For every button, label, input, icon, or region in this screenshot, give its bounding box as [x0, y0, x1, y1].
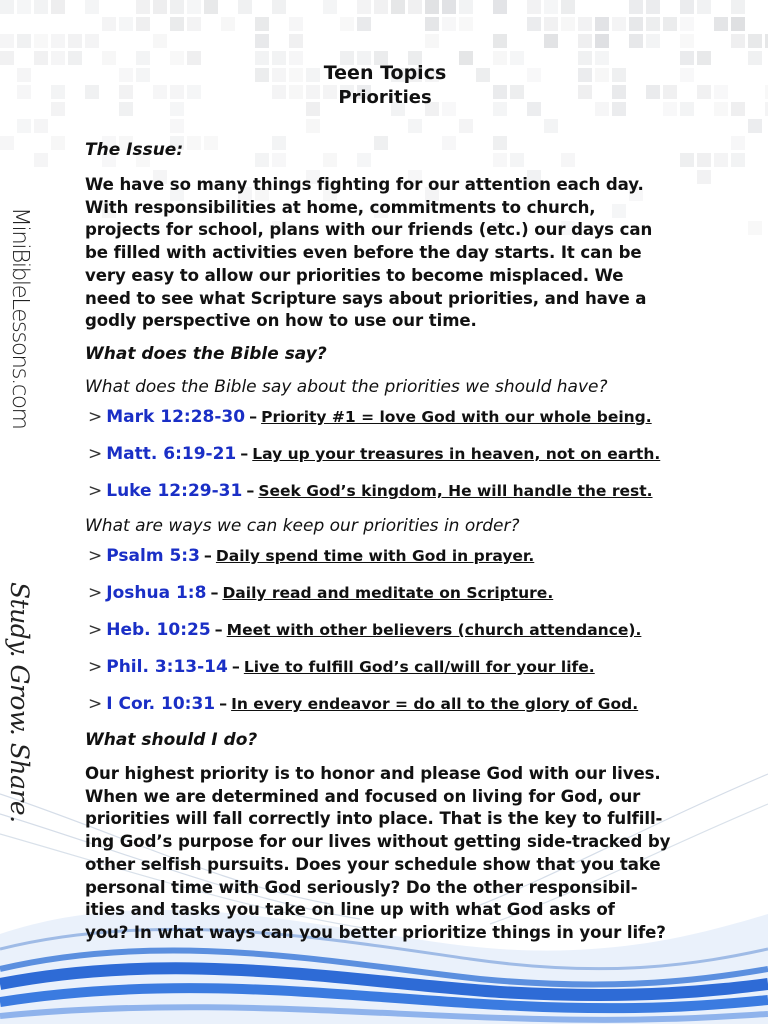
reference-point: Priority #1 = love God with our whole being.: [261, 408, 652, 426]
dash-separator: –: [214, 620, 223, 639]
scripture-reference: I Cor. 10:31: [106, 694, 216, 714]
issue-heading: The Issue:: [85, 140, 184, 160]
side-brand-logo: [7, 207, 60, 452]
chevron-right-icon: >: [88, 407, 103, 427]
reference-point: Live to fulfill God’s call/will for your life.: [243, 658, 595, 676]
paragraph-line: priorities will fall correctly into place. That is the key to fulfill-: [85, 809, 663, 829]
dash-separator: –: [210, 583, 219, 602]
tagline-text: Study. Grow. Share.: [5, 582, 34, 823]
chevron-right-icon: >: [88, 694, 103, 714]
scripture-reference: Phil. 3:13-14: [106, 657, 228, 677]
lesson-header: [65, 60, 705, 110]
bible-heading: What does the Bible say?: [85, 344, 327, 364]
paragraph-line: ing God’s purpose for our lives without getting side-tracked by: [85, 832, 671, 852]
reference-point: Daily read and meditate on Scripture.: [222, 584, 554, 602]
reference-item: [88, 444, 660, 464]
side-tagline: [5, 582, 60, 823]
brand-text: MiniBibleLessons.com: [7, 207, 33, 429]
scripture-reference: Heb. 10:25: [106, 620, 211, 640]
scripture-reference: Matt. 6:19-21: [106, 444, 237, 464]
scripture-reference: Luke 12:29-31: [106, 481, 243, 501]
chevron-right-icon: >: [88, 657, 103, 677]
paragraph-line: With responsibilities at home, commitments to church,: [85, 197, 596, 217]
bible-question-2: What are ways we can keep our priorities in order?: [85, 516, 520, 536]
paragraph-line: you? In what ways can you better prioritize things in your life?: [85, 922, 666, 942]
paragraph-line: We have so many things fighting for our attention each day.: [85, 175, 644, 194]
reference-item: [88, 694, 638, 714]
reference-item: [88, 481, 653, 501]
reference-point: Daily spend time with God in prayer.: [215, 547, 535, 565]
reference-item: [88, 620, 641, 640]
paragraph-line: ities and tasks you take on line up with what God asks of: [85, 900, 615, 920]
todo-paragraph: [85, 763, 670, 945]
reference-point: In every endeavor = do all to the glory of God.: [231, 695, 639, 713]
dash-separator: –: [203, 546, 212, 565]
reference-item: [88, 657, 595, 677]
paragraph-line: projects for school, plans with our friends (etc.) our days can: [85, 220, 653, 240]
paragraph-line: Our highest priority is to honor and please God with our lives.: [85, 764, 661, 783]
todo-heading: What should I do?: [85, 730, 258, 750]
paragraph-line: When we are determined and focused on living for God, our: [85, 786, 641, 806]
paragraph-line: be filled with activities even before the day starts. It can be: [85, 243, 642, 263]
reference-point: Lay up your treasures in heaven, not on earth.: [252, 445, 661, 463]
lesson-content: [85, 60, 705, 942]
reference-item: [88, 546, 534, 566]
scripture-reference: Psalm 5:3: [106, 546, 200, 566]
dash-separator: –: [246, 481, 255, 500]
paragraph-line: very easy to allow our priorities to become misplaced. We: [85, 265, 624, 285]
chevron-right-icon: >: [88, 546, 103, 566]
paragraph-line: need to see what Scripture says about priorities, and have a: [85, 288, 647, 308]
dash-separator: –: [249, 407, 258, 426]
dash-separator: –: [240, 444, 249, 463]
paragraph-line: other selfish pursuits. Does your schedule show that you take: [85, 854, 661, 874]
reference-point: Meet with other believers (church attendance).: [226, 621, 642, 639]
chevron-right-icon: >: [88, 620, 103, 640]
bible-question-1: What does the Bible say about the priorities we should have?: [85, 377, 608, 397]
scripture-reference: Mark 12:28-30: [106, 407, 246, 427]
page-title: Teen Topics: [323, 62, 447, 84]
reference-point: Seek God’s kingdom, He will handle the rest.: [258, 482, 653, 500]
page-subtitle: Priorities: [338, 87, 432, 108]
issue-paragraph: [85, 174, 652, 333]
paragraph-line: personal time with God seriously? Do the other responsibil-: [85, 877, 638, 897]
chevron-right-icon: >: [88, 444, 103, 464]
dash-separator: –: [231, 657, 240, 676]
paragraph-line: godly perspective on how to use our time.: [85, 311, 477, 331]
scripture-reference: Joshua 1:8: [106, 583, 207, 603]
chevron-right-icon: >: [88, 583, 103, 603]
dash-separator: –: [219, 694, 228, 713]
reference-item: [88, 407, 652, 427]
chevron-right-icon: >: [88, 481, 103, 501]
reference-item: [88, 583, 553, 603]
